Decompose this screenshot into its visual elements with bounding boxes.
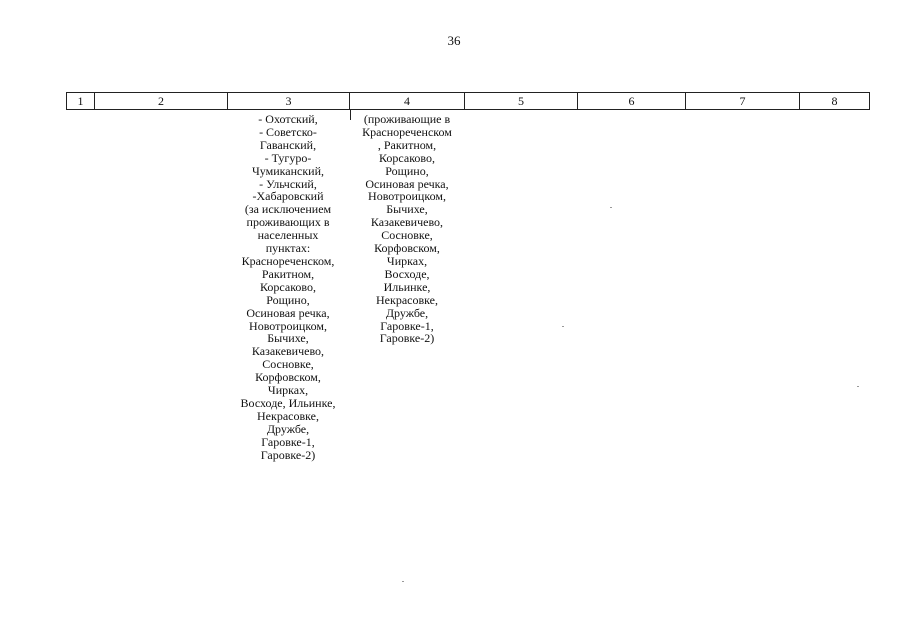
page-number: 36 xyxy=(447,33,461,48)
col3-line: - Охотский, xyxy=(258,112,318,126)
col4-line: Новотроицком, xyxy=(368,189,446,204)
col3-line: -Хабаровский xyxy=(252,189,324,204)
col4-line: Дружбе, xyxy=(385,305,429,320)
col3-line: - Советско- xyxy=(259,124,317,139)
header-cell-1: 1 xyxy=(67,93,95,109)
col3-line: Гаровке-1, xyxy=(261,434,315,449)
header-cell-8: 8 xyxy=(831,94,838,108)
scan-speck xyxy=(857,386,859,387)
col3-line: Чирках, xyxy=(267,383,309,398)
col3-line: Корсаково, xyxy=(259,279,316,294)
header-cell-3: 3 xyxy=(228,93,350,109)
col4-line: Корсаково, xyxy=(378,150,435,165)
col4-line: Краснореченском xyxy=(362,124,452,139)
col3-line: Ракитном, xyxy=(261,266,315,281)
col3-line: - Тугуро- xyxy=(264,150,312,165)
col3-line: - Ульчский, xyxy=(259,176,317,191)
col4-line: , Ракитном, xyxy=(377,137,437,152)
col3-line: населенных xyxy=(257,228,319,243)
scan-speck xyxy=(562,326,564,327)
col3-line: Бычихе, xyxy=(267,331,309,346)
col4-line: Осиновая речка, xyxy=(365,176,449,191)
col3-line: Гаванский, xyxy=(259,137,317,152)
col3-line: Восходе, Ильинке, xyxy=(240,395,336,410)
col3-line: пунктах: xyxy=(265,241,311,256)
col4-line: Корфовском, xyxy=(374,241,440,256)
header-cell-5: 5 xyxy=(465,93,578,109)
col4-line: Восходе, xyxy=(384,266,430,281)
col4-line: (проживающие в xyxy=(363,112,451,126)
column-4-text xyxy=(350,113,464,345)
col3-line: Дружбе, xyxy=(266,421,310,436)
col3-line: Сосновке, xyxy=(262,357,314,372)
col4-line: Некрасовке, xyxy=(376,292,438,307)
header-cell-7: 7 xyxy=(686,93,800,109)
col3-line: Корфовском, xyxy=(255,370,321,385)
col3-line: Новотроицком, xyxy=(249,318,327,333)
column-3-text xyxy=(228,113,348,461)
col4-line: Ильинке, xyxy=(383,279,431,294)
header-cell-2: 2 xyxy=(95,93,228,109)
col3-line: Некрасовке, xyxy=(257,408,319,423)
col3-line: Рощино, xyxy=(266,292,310,307)
col3-line: Осиновая речка, xyxy=(246,305,330,320)
scan-speck xyxy=(402,581,404,582)
col4-line: Гаровке-1, xyxy=(380,318,434,333)
col4-line: Рощино, xyxy=(385,163,429,178)
header-cell-4: 4 xyxy=(350,93,465,109)
col3-line: Казакевичево, xyxy=(251,344,325,359)
table-header-row xyxy=(66,92,870,110)
col4-line: Гаровке-2) xyxy=(379,331,435,346)
col3-line: Чумиканский, xyxy=(251,163,325,178)
col4-line: Сосновке, xyxy=(381,228,433,243)
col3-line: Гаровке-2) xyxy=(260,447,316,462)
col3-line: проживающих в xyxy=(246,215,330,230)
col3-line: (за исключением xyxy=(244,202,332,217)
scan-speck xyxy=(610,207,612,208)
col4-line: Бычихе, xyxy=(386,202,428,217)
col4-line: Казакевичево, xyxy=(370,215,444,230)
col4-line: Чирках, xyxy=(386,253,428,268)
col3-line: Краснореченском, xyxy=(241,253,335,268)
header-cell-6: 6 xyxy=(578,93,686,109)
